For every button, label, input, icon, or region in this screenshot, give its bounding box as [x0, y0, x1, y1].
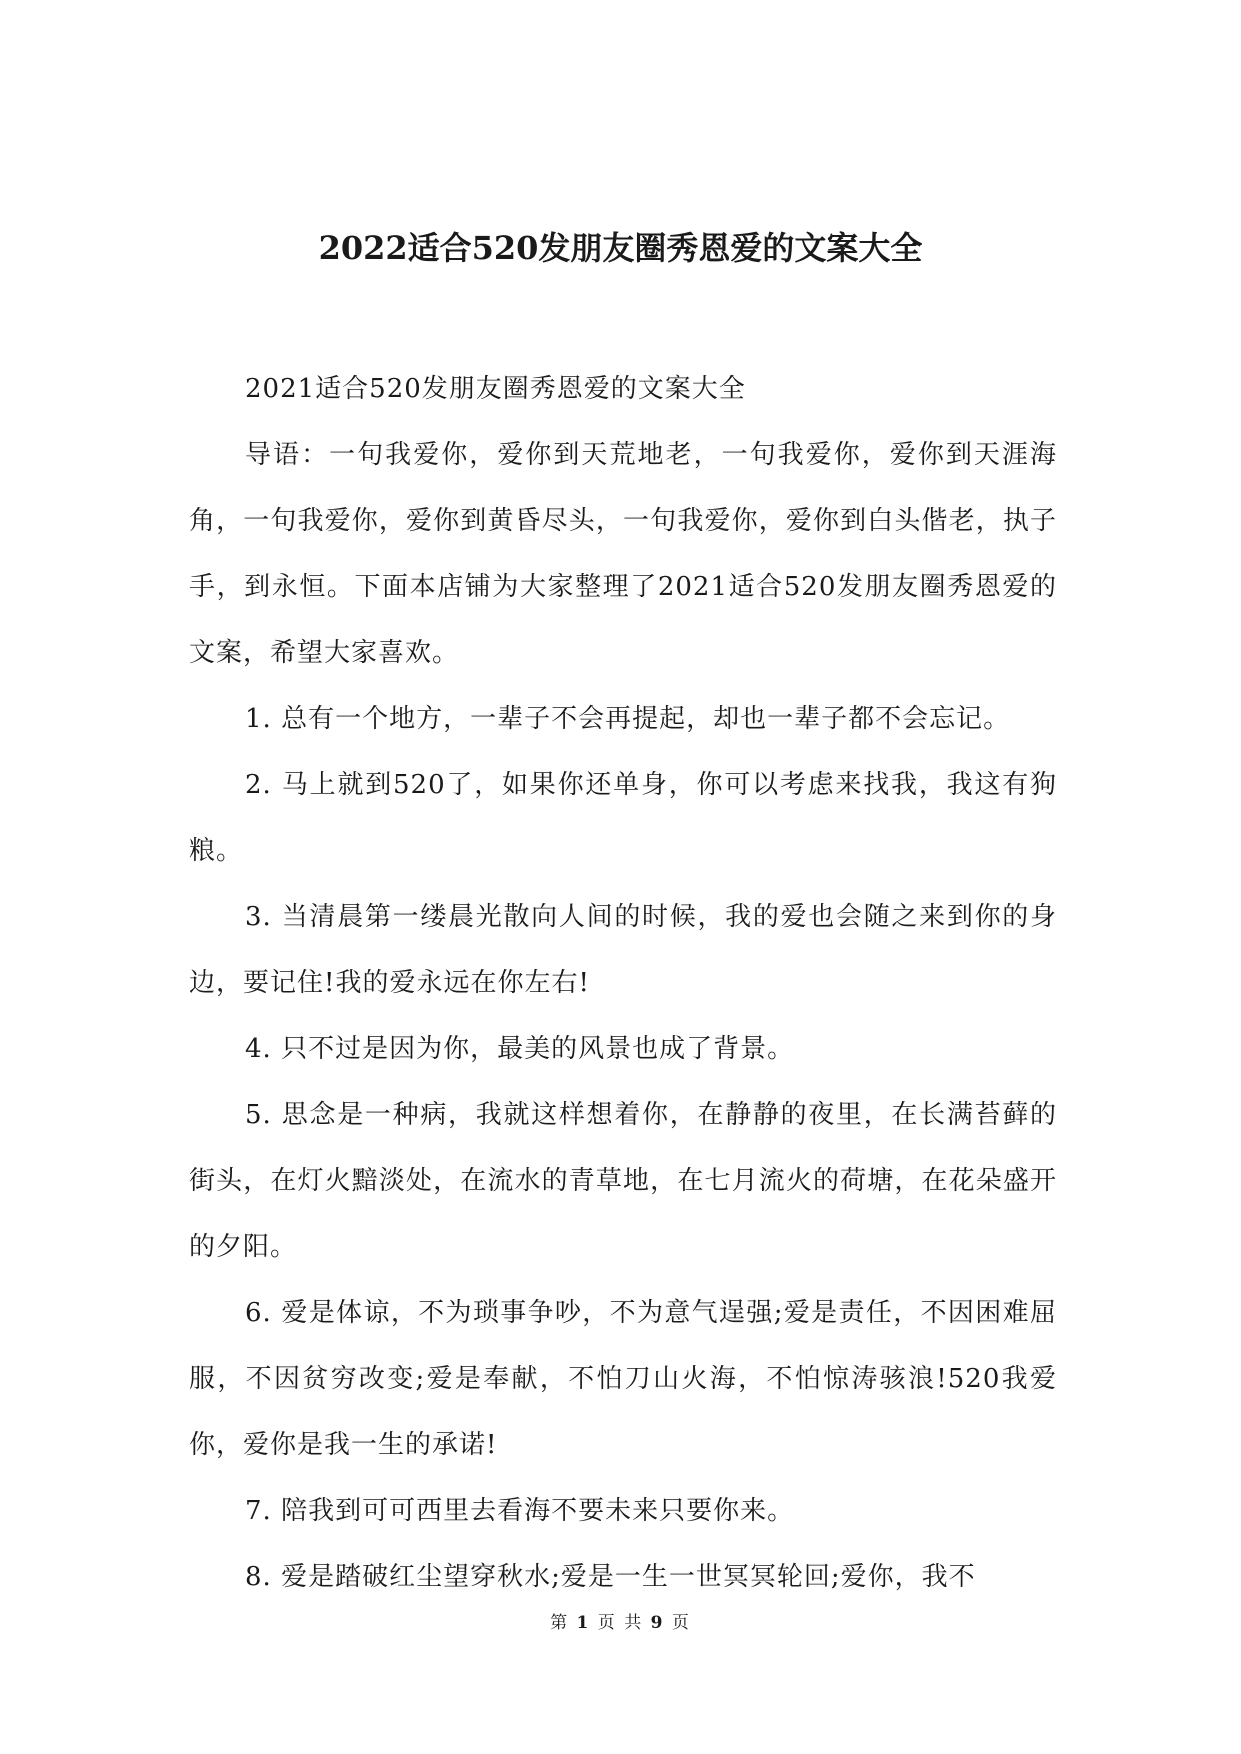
- footer-prefix: 第: [550, 1613, 570, 1633]
- page-footer: [0, 1612, 1241, 1634]
- list-item-1: 1. 总有一个地方，一辈子不会再提起，却也一辈子都不会忘记。: [245, 704, 1011, 734]
- paragraph-intro: 导语：一句我爱你，爱你到天荒地老，一句我爱你，爱你到天涯海角，一句我爱你，爱你到黄昏尽头，一句我爱你，爱你到白头偕老，执子手，到永恒。下面本店铺为大家整理了2021适合520发朋友圈秀恩爱的文案，希望大家喜欢。: [189, 440, 1057, 668]
- document-body: [189, 356, 1057, 1610]
- list-item-7: 7. 陪我到可可西里去看海不要未来只要你来。: [245, 1496, 795, 1526]
- document-title: 2022适合520发朋友圈秀恩爱的文案大全: [318, 229, 923, 267]
- list-item-4: 4. 只不过是因为你，最美的风景也成了背景。: [245, 1034, 795, 1064]
- footer-middle: 页 共: [597, 1613, 644, 1633]
- paragraph-subtitle: 2021适合520发朋友圈秀恩爱的文案大全: [245, 374, 746, 404]
- footer-current-page: 1: [576, 1613, 591, 1633]
- list-item-2: 2. 马上就到520了，如果你还单身，你可以考虑来找我，我这有狗粮。: [189, 770, 1057, 866]
- list-item-5: 5. 思念是一种病，我就这样想着你，在静静的夜里，在长满苔藓的街头，在灯火黯淡处，在流水的青草地，在七月流火的荷塘，在花朵盛开的夕阳。: [189, 1100, 1057, 1262]
- list-item-6: 6. 爱是体谅，不为琐事争吵，不为意气逞强;爱是责任，不因困难屈服，不因贫穷改变;爱是奉献，不怕刀山火海，不怕惊涛骇浪!520我爱你，爱你是我一生的承诺!: [189, 1298, 1057, 1460]
- list-item-8: 8. 爱是踏破红尘望穿秋水;爱是一生一世冥冥轮回;爱你，我不: [245, 1562, 976, 1592]
- footer-total-pages: 9: [650, 1613, 665, 1633]
- footer-suffix: 页: [671, 1613, 691, 1633]
- list-item-3: 3. 当清晨第一缕晨光散向人间的时候，我的爱也会随之来到你的身边，要记住!我的爱永远在你左右!: [189, 902, 1057, 998]
